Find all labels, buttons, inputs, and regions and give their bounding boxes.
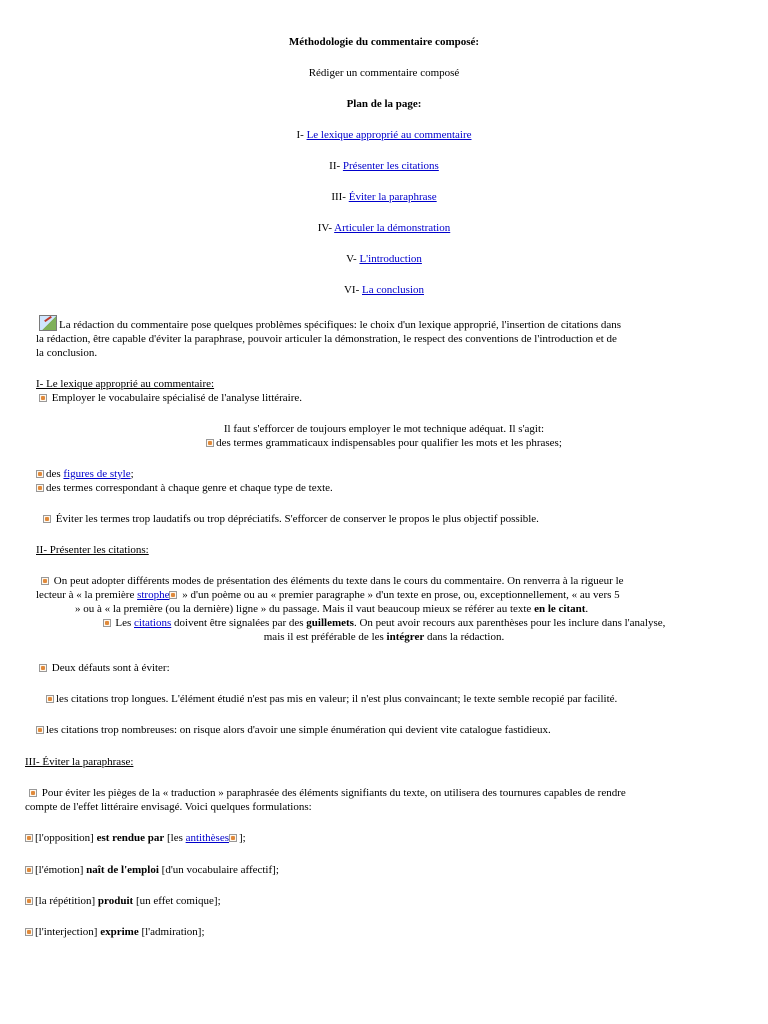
- link-image-icon[interactable]: [39, 664, 47, 672]
- plan-link-lexique[interactable]: Le lexique approprié au commentaire: [306, 129, 472, 141]
- s2-p1-line-2: lecteur à « la première strophe » d'un poème ou au « premier paragraphe » d'un texte en prose, ou, exceptionnellement, « au vers 5: [36, 589, 620, 601]
- link-image-icon[interactable]: [25, 928, 33, 936]
- s1-employ: Employer le vocabulaire spécialisé de l'analyse littéraire.: [39, 391, 302, 405]
- intro-image: [39, 315, 59, 331]
- s1-avoid: Éviter les termes trop laudatifs ou trop dépréciatifs. S'efforcer de conserver le propos le plus objectif possible.: [43, 512, 539, 526]
- link-image-icon[interactable]: [103, 619, 111, 627]
- picture-icon: [39, 315, 57, 331]
- s2-nombreuses: les citations trop nombreuses: on risque alors d'avoir une simple énumération qui devient vite catalogue fastidieux.: [36, 723, 551, 737]
- s3-p-line-1: Pour éviter les pièges de la « traduction » paraphrasée des éléments signifiants du texte, on utilisera des tournures capables de rendre: [29, 786, 626, 800]
- antitheses-link[interactable]: antithèses: [185, 832, 229, 844]
- s2-longues: les citations trop longues. L'élément étudié n'est pas mis en valeur; il n'est plus convaincant; le texte semble recopié par facilité.: [46, 692, 617, 706]
- page-title: Méthodologie du commentaire composé:: [288, 36, 480, 48]
- intro-line-3: la conclusion.: [36, 347, 98, 359]
- plan-heading: Plan de la page:: [346, 98, 422, 110]
- link-image-icon[interactable]: [43, 515, 51, 523]
- link-image-icon[interactable]: [206, 439, 214, 447]
- link-image-icon[interactable]: [46, 695, 54, 703]
- link-image-icon[interactable]: [169, 591, 177, 599]
- figures-de-style-link[interactable]: figures de style: [63, 468, 131, 480]
- intro-line-1: La rédaction du commentaire pose quelques problèmes spécifiques: le choix d'un lexique approprié, l'insertion de citations dans: [59, 319, 622, 331]
- link-image-icon[interactable]: [36, 726, 44, 734]
- section-1-heading: I- Le lexique approprié au commentaire:: [36, 378, 215, 390]
- s2-p2-line-2: mais il est préférable de les intégrer dans la rédaction.: [263, 631, 505, 643]
- plan-link-conclusion[interactable]: La conclusion: [362, 284, 425, 296]
- page-subtitle: Rédiger un commentaire composé: [308, 67, 460, 79]
- s2-p1-line-1: On peut adopter différents modes de présentation des éléments du texte dans le cours du commentaire. On renverra à la rigueur le: [41, 574, 624, 588]
- link-image-icon[interactable]: [25, 897, 33, 905]
- plan-item-4: IV- Articuler la démonstration: [317, 222, 451, 234]
- s3-formula-3: [la répétition] produit [un effet comique];: [25, 894, 221, 908]
- plan-item-1: I- Le lexique approprié au commentaire: [296, 129, 472, 141]
- link-image-icon[interactable]: [41, 577, 49, 585]
- plan-link-citations[interactable]: Présenter les citations: [342, 160, 439, 172]
- plan-link-demonstration[interactable]: Articuler la démonstration: [334, 222, 451, 234]
- intro-line-2: la rédaction, être capable d'éviter la paraphrase, pouvoir articuler la démonstration, le respect des conventions de l'introduction et de: [36, 333, 617, 345]
- plan-link-paraphrase[interactable]: Éviter la paraphrase: [348, 191, 437, 203]
- link-image-icon[interactable]: [29, 789, 37, 797]
- s3-formula-4: [l'interjection] exprime [l'admiration];: [25, 925, 205, 939]
- link-image-icon[interactable]: [229, 834, 237, 842]
- citations-link[interactable]: citations: [134, 617, 172, 629]
- s2-defauts: Deux défauts sont à éviter:: [39, 661, 170, 675]
- s2-p2-line-1: Les citations doivent être signalées par des guillemets. On peut avoir recours aux parenthèses pour les inclure dans l'analyse,: [0, 616, 768, 630]
- s3-p-line-2: compte de l'effet littéraire envisagé. Voici quelques formulations:: [25, 801, 312, 813]
- strophe-link[interactable]: strophe: [137, 589, 170, 601]
- plan-item-6: VI- La conclusion: [343, 284, 425, 296]
- s1-figures: des figures de style;: [36, 467, 134, 481]
- plan-item-2: II- Présenter les citations: [329, 160, 439, 172]
- link-image-icon[interactable]: [36, 470, 44, 478]
- s2-p1-line-3: » ou à « la première (ou la dernière) ligne » du passage. Mais il vaut beaucoup mieux se référer au texte en le citant.: [75, 603, 589, 615]
- link-image-icon[interactable]: [39, 394, 47, 402]
- s3-formula-1: [l'opposition] est rendue par [les antithèses ];: [25, 831, 246, 845]
- plan-item-3: III- Éviter la paraphrase: [331, 191, 437, 203]
- link-image-icon[interactable]: [25, 834, 33, 842]
- plan-link-introduction[interactable]: L'introduction: [359, 253, 422, 265]
- link-image-icon[interactable]: [36, 484, 44, 492]
- s1-genre: des termes correspondant à chaque genre et chaque type de texte.: [36, 481, 333, 495]
- section-3-heading: III- Éviter la paraphrase:: [25, 756, 134, 768]
- plan-item-5: V- L'introduction: [346, 253, 422, 265]
- s3-formula-2: [l'émotion] naît de l'emploi [d'un vocabulaire affectif];: [25, 863, 279, 877]
- s1-gram: des termes grammaticaux indispensables pour qualifier les mots et les phrases;: [0, 436, 768, 450]
- s1-effort: Il faut s'efforcer de toujours employer le mot technique adéquat. Il s'agit:: [223, 423, 545, 435]
- section-2-heading: II- Présenter les citations:: [36, 544, 149, 556]
- link-image-icon[interactable]: [25, 866, 33, 874]
